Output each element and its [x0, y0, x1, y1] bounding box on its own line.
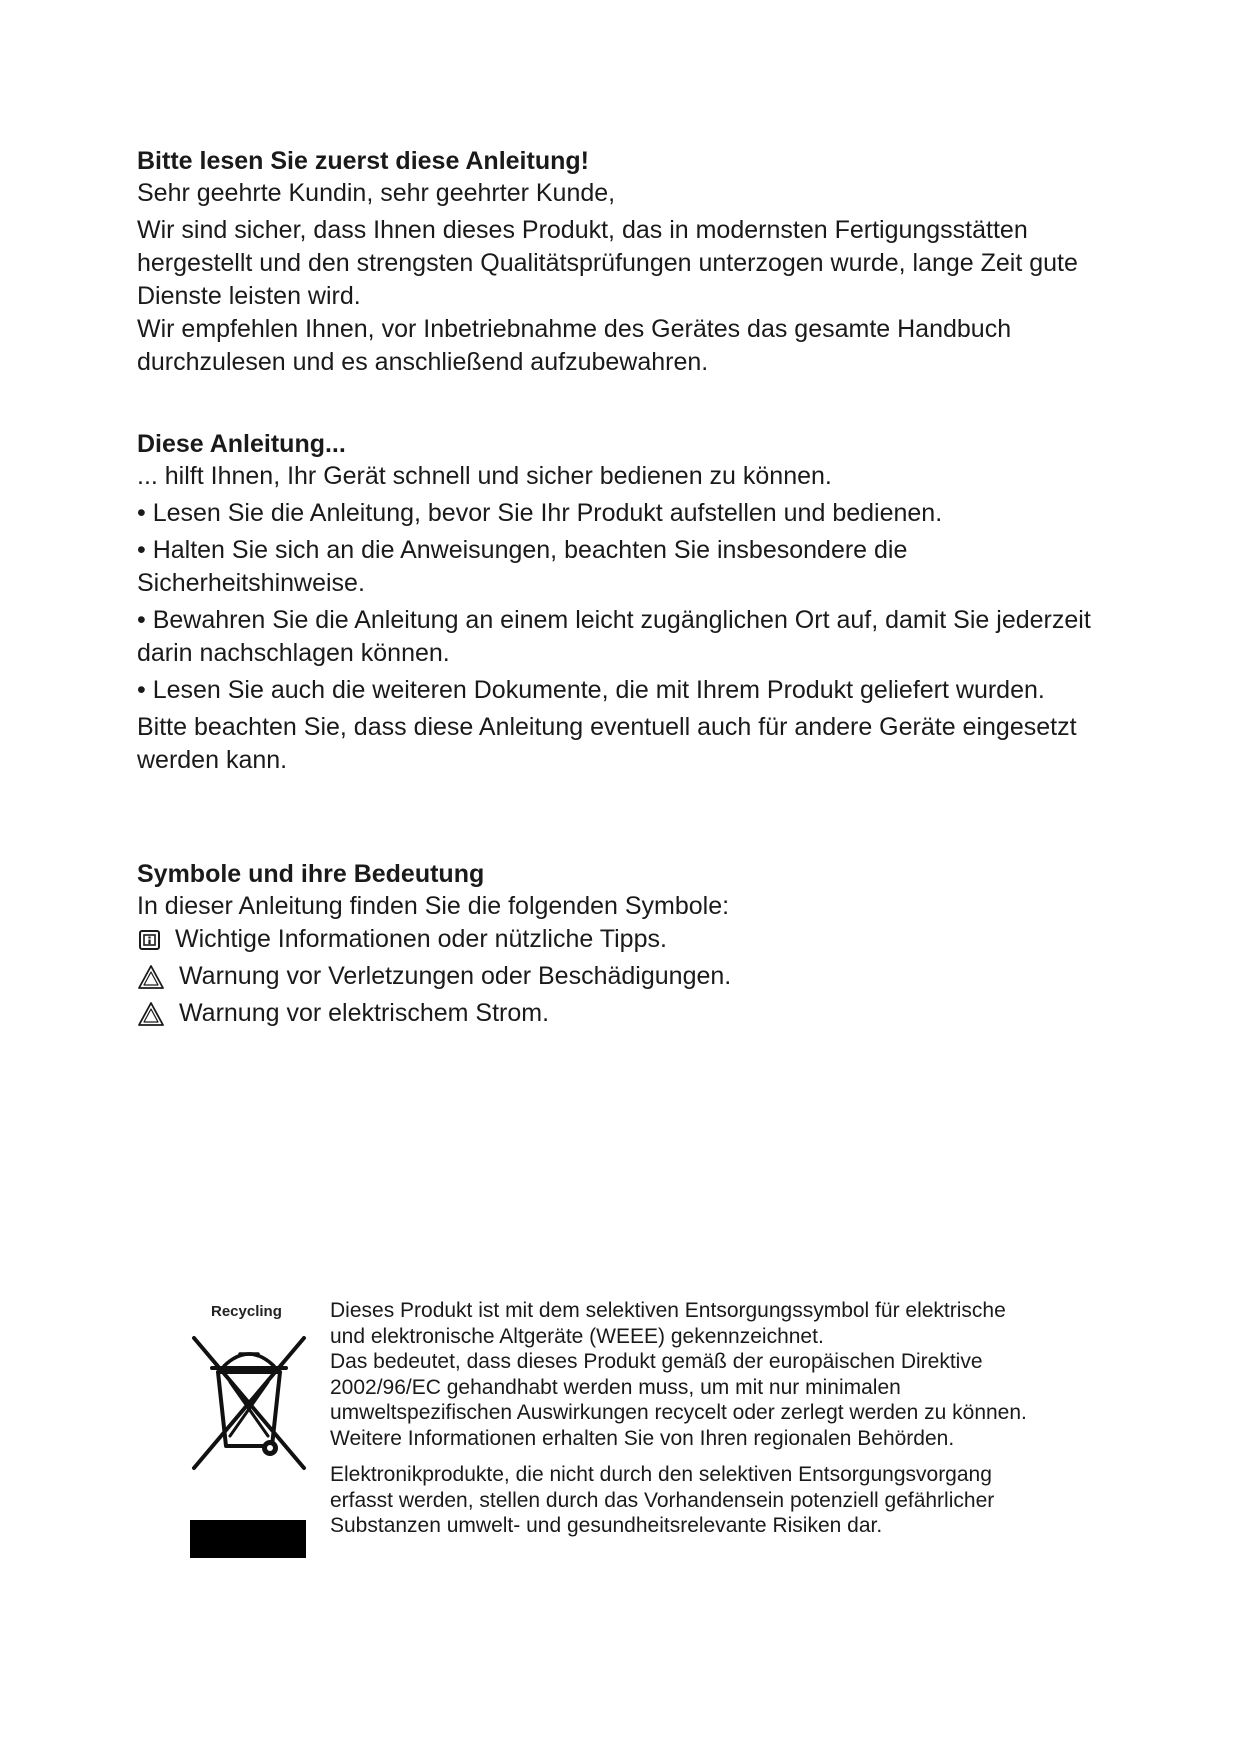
heading-symbols: Symbole und ihre Bedeutung [137, 860, 485, 888]
symbol-info-text: Wichtige Informationen oder nützliche Tipps. [175, 925, 667, 953]
manual-note: Bitte beachten Sie, dass diese Anleitung eventuell auch für andere Geräte eingesetzt werden kann. [137, 713, 1077, 774]
recycling-paragraph-2 [330, 1462, 1130, 1539]
recycling-line: Dieses Produkt ist mit dem selektiven Entsorgungssymbol für elektrische [330, 1299, 1006, 1322]
symbol-warning-electric-text: Warnung vor elektrischem Strom. [179, 999, 550, 1027]
bullet-item: • Lesen Sie die Anleitung, bevor Sie Ihr Produkt aufstellen und bedienen. [137, 499, 943, 527]
heading-read-first: Bitte lesen Sie zuerst diese Anleitung! [137, 147, 589, 175]
bullet-item: • Lesen Sie auch die weiteren Dokumente, die mit Ihrem Produkt geliefert wurden. [137, 676, 1045, 704]
symbol-row-warning-injury [137, 960, 1117, 997]
symbol-warning-injury-text: Warnung vor Verletzungen oder Beschädigungen. [179, 962, 732, 990]
manual-purpose-section [137, 428, 1117, 777]
bullet-item: • Bewahren Sie die Anleitung an einem leicht zugänglichen Ort auf, damit Sie jederzeit darin nachschlagen können. [137, 606, 1091, 667]
weee-black-bar [190, 1520, 306, 1558]
recycling-line: Das bedeutet, dass dieses Produkt gemäß der europäischen Direktive [330, 1350, 983, 1373]
bullet-item: • Halten Sie sich an die Anweisungen, beachten Sie insbesondere die Sicherheitshinweise. [137, 536, 908, 597]
intro-paragraph-2: Wir empfehlen Ihnen, vor Inbetriebnahme des Gerätes das gesamte Handbuch durchzulesen und es anschließend aufzubewahren. [137, 315, 1012, 376]
recycling-line: umweltspezifischen Auswirkungen recycelt oder zerlegt werden zu können. [330, 1401, 1027, 1424]
recycling-line: 2002/96/EC gehandhabt werden muss, um mit nur minimalen [330, 1375, 901, 1399]
recycling-line: Elektronikprodukte, die nicht durch den selektiven Entsorgungsvorgang [330, 1463, 992, 1486]
recycling-line: Weitere Informationen erhalten Sie von Ihren regionalen Behörden. [330, 1426, 955, 1450]
intro-section [137, 145, 1117, 379]
intro-paragraph-1: Wir sind sicher, dass Ihnen dieses Produkt, das in modernsten Fertigungsstätten hergestellt und den strengsten Qualitätsprüfungen unterzogen wurde, lange Zeit gute Dienste leisten wird. [137, 216, 1078, 310]
recycling-paragraph-1 [330, 1298, 1130, 1451]
symbol-row-info [137, 923, 1117, 960]
salutation: Sehr geehrte Kundin, sehr geehrter Kunde, [137, 179, 616, 207]
heading-this-manual: Diese Anleitung... [137, 430, 346, 458]
recycling-line: und elektronische Altgeräte (WEEE) gekennzeichnet. [330, 1324, 824, 1348]
recycling-line: Substanzen umwelt- und gesundheitsrelevante Risiken dar. [330, 1514, 883, 1537]
recycling-text [330, 1298, 1130, 1539]
warning-icon [137, 1001, 165, 1027]
info-icon [137, 927, 163, 953]
recycling-label: Recycling [211, 1303, 282, 1320]
manual-purpose-intro: ... hilft Ihnen, Ihr Gerät schnell und sicher bedienen zu können. [137, 462, 832, 490]
warning-icon [137, 964, 165, 990]
symbols-intro: In dieser Anleitung finden Sie die folgenden Symbole: [137, 892, 730, 920]
recycling-line: erfasst werden, stellen durch das Vorhandensein potenziell gefährlicher [330, 1488, 995, 1512]
symbol-row-warning-electric [137, 997, 1117, 1034]
symbols-section [137, 858, 1117, 1034]
crossed-out-wheelie-bin-icon [190, 1336, 308, 1471]
